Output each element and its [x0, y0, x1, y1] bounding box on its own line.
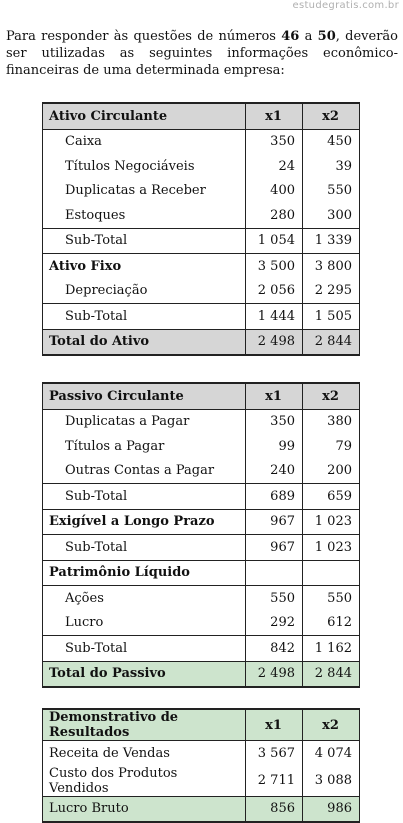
- row-x2: 3 800: [303, 254, 360, 279]
- row-x2: 200: [303, 459, 360, 484]
- table-row: [43, 611, 360, 636]
- total-x2: 2 844: [303, 661, 360, 687]
- intro-paragraph: [6, 28, 398, 79]
- row-label: Sub-Total: [43, 535, 246, 561]
- header-col-x2: x2: [303, 383, 360, 409]
- row-label: Custo dos Produtos Vendidos: [43, 766, 246, 797]
- row-x2: 1 023: [303, 509, 360, 535]
- row-x1: 967: [246, 535, 303, 561]
- watermark: estudegratis.com.br: [292, 0, 399, 11]
- total-x1: 856: [246, 796, 303, 822]
- table-header-row: [43, 103, 360, 129]
- header-col-x1: x1: [246, 103, 303, 129]
- row-x2: 450: [303, 129, 360, 154]
- row-x1: 24: [246, 154, 303, 179]
- row-label: Ações: [43, 586, 246, 611]
- table-row: [43, 129, 360, 154]
- row-x1: 1 444: [246, 304, 303, 330]
- header-col-x2: x2: [303, 709, 360, 741]
- row-x1: [246, 560, 303, 586]
- table-row: [43, 586, 360, 611]
- row-x2: 380: [303, 409, 360, 434]
- row-x2: 2 295: [303, 279, 360, 304]
- row-x2: 300: [303, 203, 360, 228]
- row-x2: 39: [303, 154, 360, 179]
- row-x2: [303, 560, 360, 586]
- row-x2: 3 088: [303, 766, 360, 797]
- row-x1: 842: [246, 636, 303, 662]
- header-label: Ativo Circulante: [43, 103, 246, 129]
- row-x2: 612: [303, 611, 360, 636]
- row-x1: 3 567: [246, 741, 303, 766]
- header-label: Passivo Circulante: [43, 383, 246, 409]
- row-label: Duplicatas a Receber: [43, 179, 246, 204]
- row-x1: 3 500: [246, 254, 303, 279]
- row-x1: 967: [246, 509, 303, 535]
- group-row: [43, 254, 360, 279]
- row-label: Duplicatas a Pagar: [43, 409, 246, 434]
- header-col-x1: x1: [246, 709, 303, 741]
- total-row: [43, 329, 360, 355]
- row-label: Lucro: [43, 611, 246, 636]
- row-x1: 350: [246, 129, 303, 154]
- total-row: [43, 796, 360, 822]
- row-x2: 550: [303, 586, 360, 611]
- row-x1: 2 711: [246, 766, 303, 797]
- row-label: Sub-Total: [43, 304, 246, 330]
- intro-question-start: 46: [281, 29, 300, 44]
- row-x2: 659: [303, 484, 360, 510]
- row-x2: 79: [303, 434, 360, 459]
- header-col-x2: x2: [303, 103, 360, 129]
- table-row: [43, 179, 360, 204]
- total-x1: 2 498: [246, 329, 303, 355]
- row-x2: 550: [303, 179, 360, 204]
- row-x1: 240: [246, 459, 303, 484]
- table-passivo: [42, 382, 360, 688]
- row-label: Sub-Total: [43, 228, 246, 254]
- table-row: [43, 434, 360, 459]
- row-x1: 99: [246, 434, 303, 459]
- total-row: [43, 661, 360, 687]
- row-x1: 350: [246, 409, 303, 434]
- subtotal-row: [43, 535, 360, 561]
- header-col-x1: x1: [246, 383, 303, 409]
- total-label: Lucro Bruto: [43, 796, 246, 822]
- group-row: [43, 509, 360, 535]
- total-x2: 986: [303, 796, 360, 822]
- row-label: Outras Contas a Pagar: [43, 459, 246, 484]
- total-x2: 2 844: [303, 329, 360, 355]
- table-row: [43, 409, 360, 434]
- table-demonstrativo: [42, 708, 360, 823]
- table-row: [43, 766, 360, 797]
- row-x1: 2 056: [246, 279, 303, 304]
- row-x2: 1 505: [303, 304, 360, 330]
- row-label: Títulos Negociáveis: [43, 154, 246, 179]
- subtotal-row: [43, 304, 360, 330]
- header-label: Demonstrativo de Resultados: [43, 709, 246, 741]
- row-label: Exigível a Longo Prazo: [43, 509, 246, 535]
- row-label: Patrimônio Líquido: [43, 560, 246, 586]
- row-label: Sub-Total: [43, 484, 246, 510]
- total-x1: 2 498: [246, 661, 303, 687]
- row-label: Caixa: [43, 129, 246, 154]
- row-x1: 280: [246, 203, 303, 228]
- row-x2: 1 162: [303, 636, 360, 662]
- row-label: Receita de Vendas: [43, 741, 246, 766]
- group-row: [43, 560, 360, 586]
- row-x1: 689: [246, 484, 303, 510]
- row-x2: 1 023: [303, 535, 360, 561]
- row-label: Ativo Fixo: [43, 254, 246, 279]
- subtotal-row: [43, 484, 360, 510]
- row-x1: 400: [246, 179, 303, 204]
- table-row: [43, 154, 360, 179]
- row-label: Sub-Total: [43, 636, 246, 662]
- intro-post: , deverão ser utilizadas as seguintes informações econômico-financeiras de uma determinada empresa:: [6, 29, 399, 78]
- row-label: Títulos a Pagar: [43, 434, 246, 459]
- table-header-row: [43, 383, 360, 409]
- intro-question-end: 50: [317, 29, 336, 44]
- subtotal-row: [43, 636, 360, 662]
- table-row: [43, 279, 360, 304]
- intro-mid: a: [299, 29, 318, 44]
- row-x1: 550: [246, 586, 303, 611]
- row-label: Depreciação: [43, 279, 246, 304]
- total-label: Total do Ativo: [43, 329, 246, 355]
- row-x1: 1 054: [246, 228, 303, 254]
- table-row: [43, 459, 360, 484]
- row-x2: 1 339: [303, 228, 360, 254]
- row-label: Estoques: [43, 203, 246, 228]
- total-label: Total do Passivo: [43, 661, 246, 687]
- row-x1: 292: [246, 611, 303, 636]
- table-header-row: [43, 709, 360, 741]
- intro-pre: Para responder às questões de números: [6, 29, 282, 44]
- subtotal-row: [43, 228, 360, 254]
- table-row: [43, 203, 360, 228]
- table-row: [43, 741, 360, 766]
- table-ativo: [42, 102, 360, 356]
- row-x2: 4 074: [303, 741, 360, 766]
